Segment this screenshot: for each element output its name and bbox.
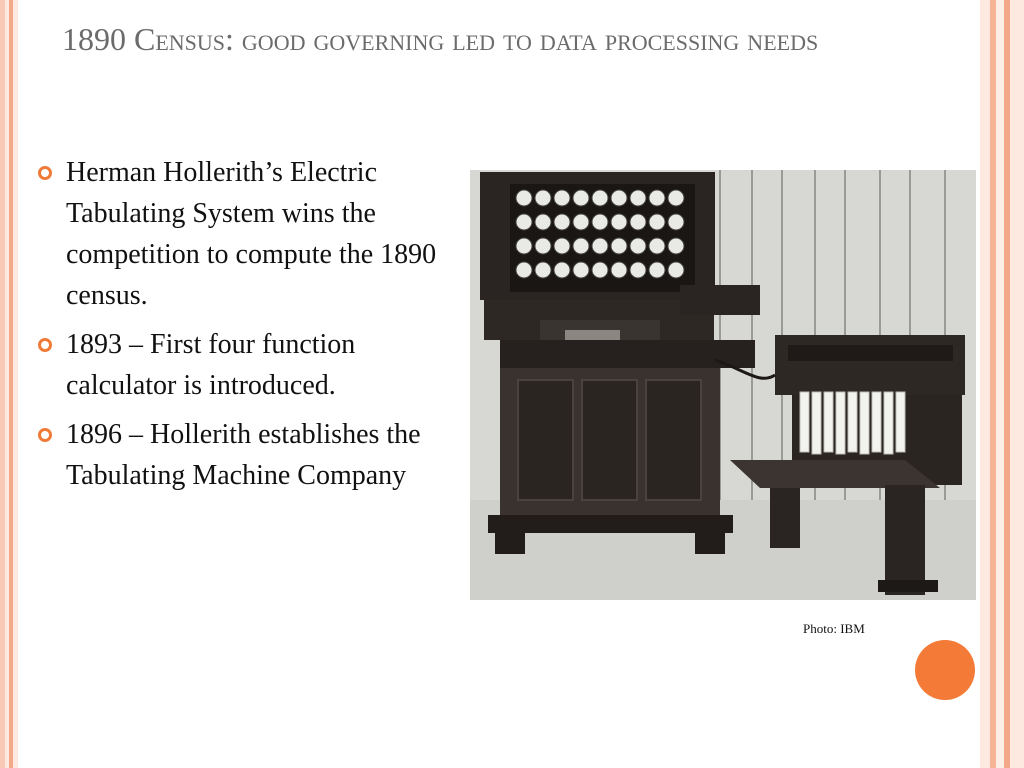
photo-caption: Photo: IBM [803,621,865,636]
slide-title: 1890 Census: good governing led to data processing needs [62,21,819,57]
orange-circle-decoration [915,640,975,700]
tabulating-machine-photo [470,170,976,600]
left-decorative-border [0,0,18,768]
bullet-item [38,414,448,496]
bullet-text: 1893 – First four function calculator is introduced. [66,329,356,401]
bullet-text: Herman Hollerith’s Electric Tabulating System wins the competition to compute the 1890 census. [66,157,437,311]
bullet-item [38,152,448,316]
right-decorative-border [980,0,1024,768]
bullet-text: 1896 – Hollerith establishes the Tabulating Machine Company [66,419,421,491]
bullet-icon [38,166,52,180]
bullet-item [38,324,448,406]
bullet-icon [38,338,52,352]
bullet-list [38,152,448,504]
bullet-icon [38,428,52,442]
